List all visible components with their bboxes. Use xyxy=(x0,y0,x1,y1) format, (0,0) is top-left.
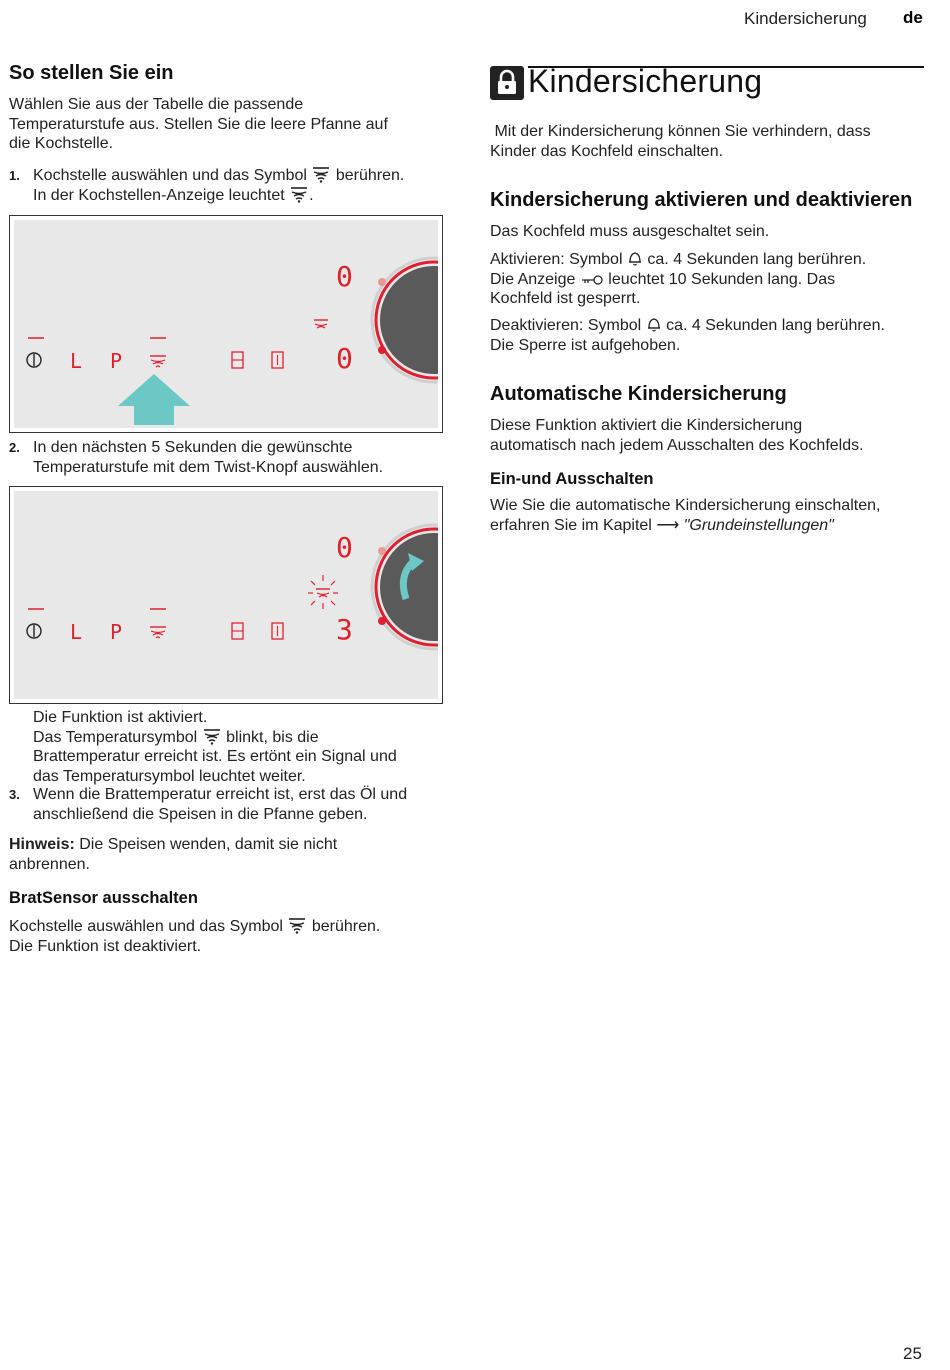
auto-text xyxy=(490,416,864,455)
fry-sensor-icon xyxy=(311,166,331,183)
intro-text xyxy=(9,95,388,154)
lock-icon xyxy=(490,66,524,100)
activate-text xyxy=(490,249,866,309)
bell-icon xyxy=(627,249,643,267)
running-header-language: de xyxy=(903,8,923,27)
bell-icon xyxy=(646,315,662,333)
off-line-1b: berühren. xyxy=(311,918,381,935)
cooktop-illustration-2 xyxy=(14,491,438,699)
note-line-1: Die Speisen wenden, damit sie nicht xyxy=(79,836,338,853)
fry-sensor-icon xyxy=(287,917,307,934)
note-label: Hinweis: xyxy=(9,836,75,853)
fry-sensor-blinking-icon xyxy=(308,575,338,609)
fry-sensor-indicator-icon xyxy=(314,320,328,328)
heading-automatische-kindersicherung: Automatische Kindersicherung xyxy=(490,383,787,405)
intro-line-1: Wählen Sie aus der Tabelle die passende xyxy=(9,96,304,113)
note-line-2: anbrennen. xyxy=(9,855,90,873)
cross-reference-link[interactable]: "Grundeinstellungen" xyxy=(683,516,834,534)
cooktop-panel-2 xyxy=(9,486,443,704)
intro-line-2: Temperaturstufe aus. Stellen Sie die leere Pfanne auf xyxy=(9,115,388,133)
result-line-2b: blinkt, bis die xyxy=(226,728,319,746)
result-line-4: das Temperatursymbol leuchtet weiter. xyxy=(33,767,306,785)
led-letter-p: P xyxy=(110,349,123,373)
fry-sensor-button-icon xyxy=(150,356,166,367)
led-letter-l: L xyxy=(70,620,83,644)
top-digit: 0 xyxy=(336,260,353,293)
result-line-1: Die Funktion ist aktiviert. xyxy=(33,709,208,726)
step-number: 2. xyxy=(9,440,20,455)
deactivate-text xyxy=(490,315,885,355)
right-intro xyxy=(490,122,871,161)
deactivate-line-2: Die Sperre ist aufgehoben. xyxy=(490,336,681,354)
page-number: 25 xyxy=(903,1344,922,1363)
activate-line-2a: Die Anzeige xyxy=(490,270,576,288)
page-title: Kindersicherung xyxy=(528,63,763,99)
onoff-line-2a: erfahren Sie im Kapitel xyxy=(490,516,652,534)
result-line-2a: Das Temperatursymbol xyxy=(33,728,198,746)
activate-line-2b: leuchtet 10 Sekunden lang. Das xyxy=(608,270,836,288)
deactivate-line-1a: Deaktivieren: Symbol xyxy=(490,317,642,334)
activate-line-3: Kochfeld ist gesperrt. xyxy=(490,290,641,307)
right-intro-line-1: Mit der Kindersicherung können Sie verhindern, dass xyxy=(494,123,871,140)
step1-text-d: . xyxy=(309,186,314,204)
cross-reference-arrow: ⟶ xyxy=(656,516,680,534)
result-text xyxy=(33,708,397,786)
step3-line-1: Wenn die Brattemperatur erreicht ist, erst das Öl und xyxy=(33,786,408,803)
power-icon xyxy=(27,353,41,367)
onoff-line-1: Wie Sie die automatische Kindersicherung einschalten, xyxy=(490,497,881,514)
deactivate-line-1b: ca. 4 Sekunden lang berühren. xyxy=(666,317,885,334)
step2-line-2: Temperaturstufe mit dem Twist-Knopf auswählen. xyxy=(33,458,384,476)
off-line-1a: Kochstelle auswählen und das Symbol xyxy=(9,918,283,935)
step1-text-b: berühren. xyxy=(335,167,405,184)
touch-arrow-icon xyxy=(118,374,190,425)
result-line-3: Brattemperatur erreicht ist. Es ertönt ein Signal und xyxy=(33,748,397,765)
activate-line-1a: Aktivieren: Symbol xyxy=(490,251,623,268)
fry-sensor-button-icon xyxy=(150,627,166,638)
top-digit: 0 xyxy=(336,531,353,564)
off-line-2: Die Funktion ist deaktiviert. xyxy=(9,937,202,955)
heading-ein-und-ausschalten: Ein-und Ausschalten xyxy=(490,470,654,488)
led-letter-p: P xyxy=(110,620,123,644)
power-icon xyxy=(27,624,41,638)
step-number: 3. xyxy=(9,787,20,802)
auto-line-2: automatisch nach jedem Ausschalten des Kochfelds. xyxy=(490,436,864,454)
step3-line-2: anschließend die Speisen in die Pfanne geben. xyxy=(33,805,368,823)
heading-so-stellen-sie-ein: So stellen Sie ein xyxy=(9,62,174,84)
heading-activate-deactivate: Kindersicherung aktivieren und deaktivieren xyxy=(490,189,913,211)
bottom-digit: 3 xyxy=(336,613,353,646)
fry-sensor-icon xyxy=(289,186,309,203)
led-letter-l: L xyxy=(70,349,83,373)
step2-line-1: In den nächsten 5 Sekunden die gewünschte xyxy=(33,439,353,456)
auto-line-1: Diese Funktion aktiviert die Kindersicherung xyxy=(490,417,803,434)
step-number: 1. xyxy=(9,168,20,183)
intro-line-3: die Kochstelle. xyxy=(9,135,114,152)
note xyxy=(9,835,337,874)
step1-text-a: Kochstelle auswählen und das Symbol xyxy=(33,167,307,184)
off-text xyxy=(9,917,380,956)
cooktop-illustration-1 xyxy=(14,220,438,428)
right-intro-line-2: Kinder das Kochfeld einschalten. xyxy=(490,142,724,160)
precondition: Das Kochfeld muss ausgeschaltet sein. xyxy=(490,223,770,240)
onoff-text xyxy=(490,496,880,535)
key-icon xyxy=(580,273,604,287)
cooktop-panel-1 xyxy=(9,215,443,433)
bottom-digit: 0 xyxy=(336,342,353,375)
heading-bratsensor-ausschalten: BratSensor ausschalten xyxy=(9,889,198,907)
activate-line-1b: ca. 4 Sekunden lang berühren. xyxy=(647,251,867,268)
fry-sensor-icon xyxy=(202,728,222,745)
step1-text-c: In der Kochstellen-Anzeige leuchtet xyxy=(33,186,285,204)
running-header-section: Kindersicherung xyxy=(744,9,867,28)
